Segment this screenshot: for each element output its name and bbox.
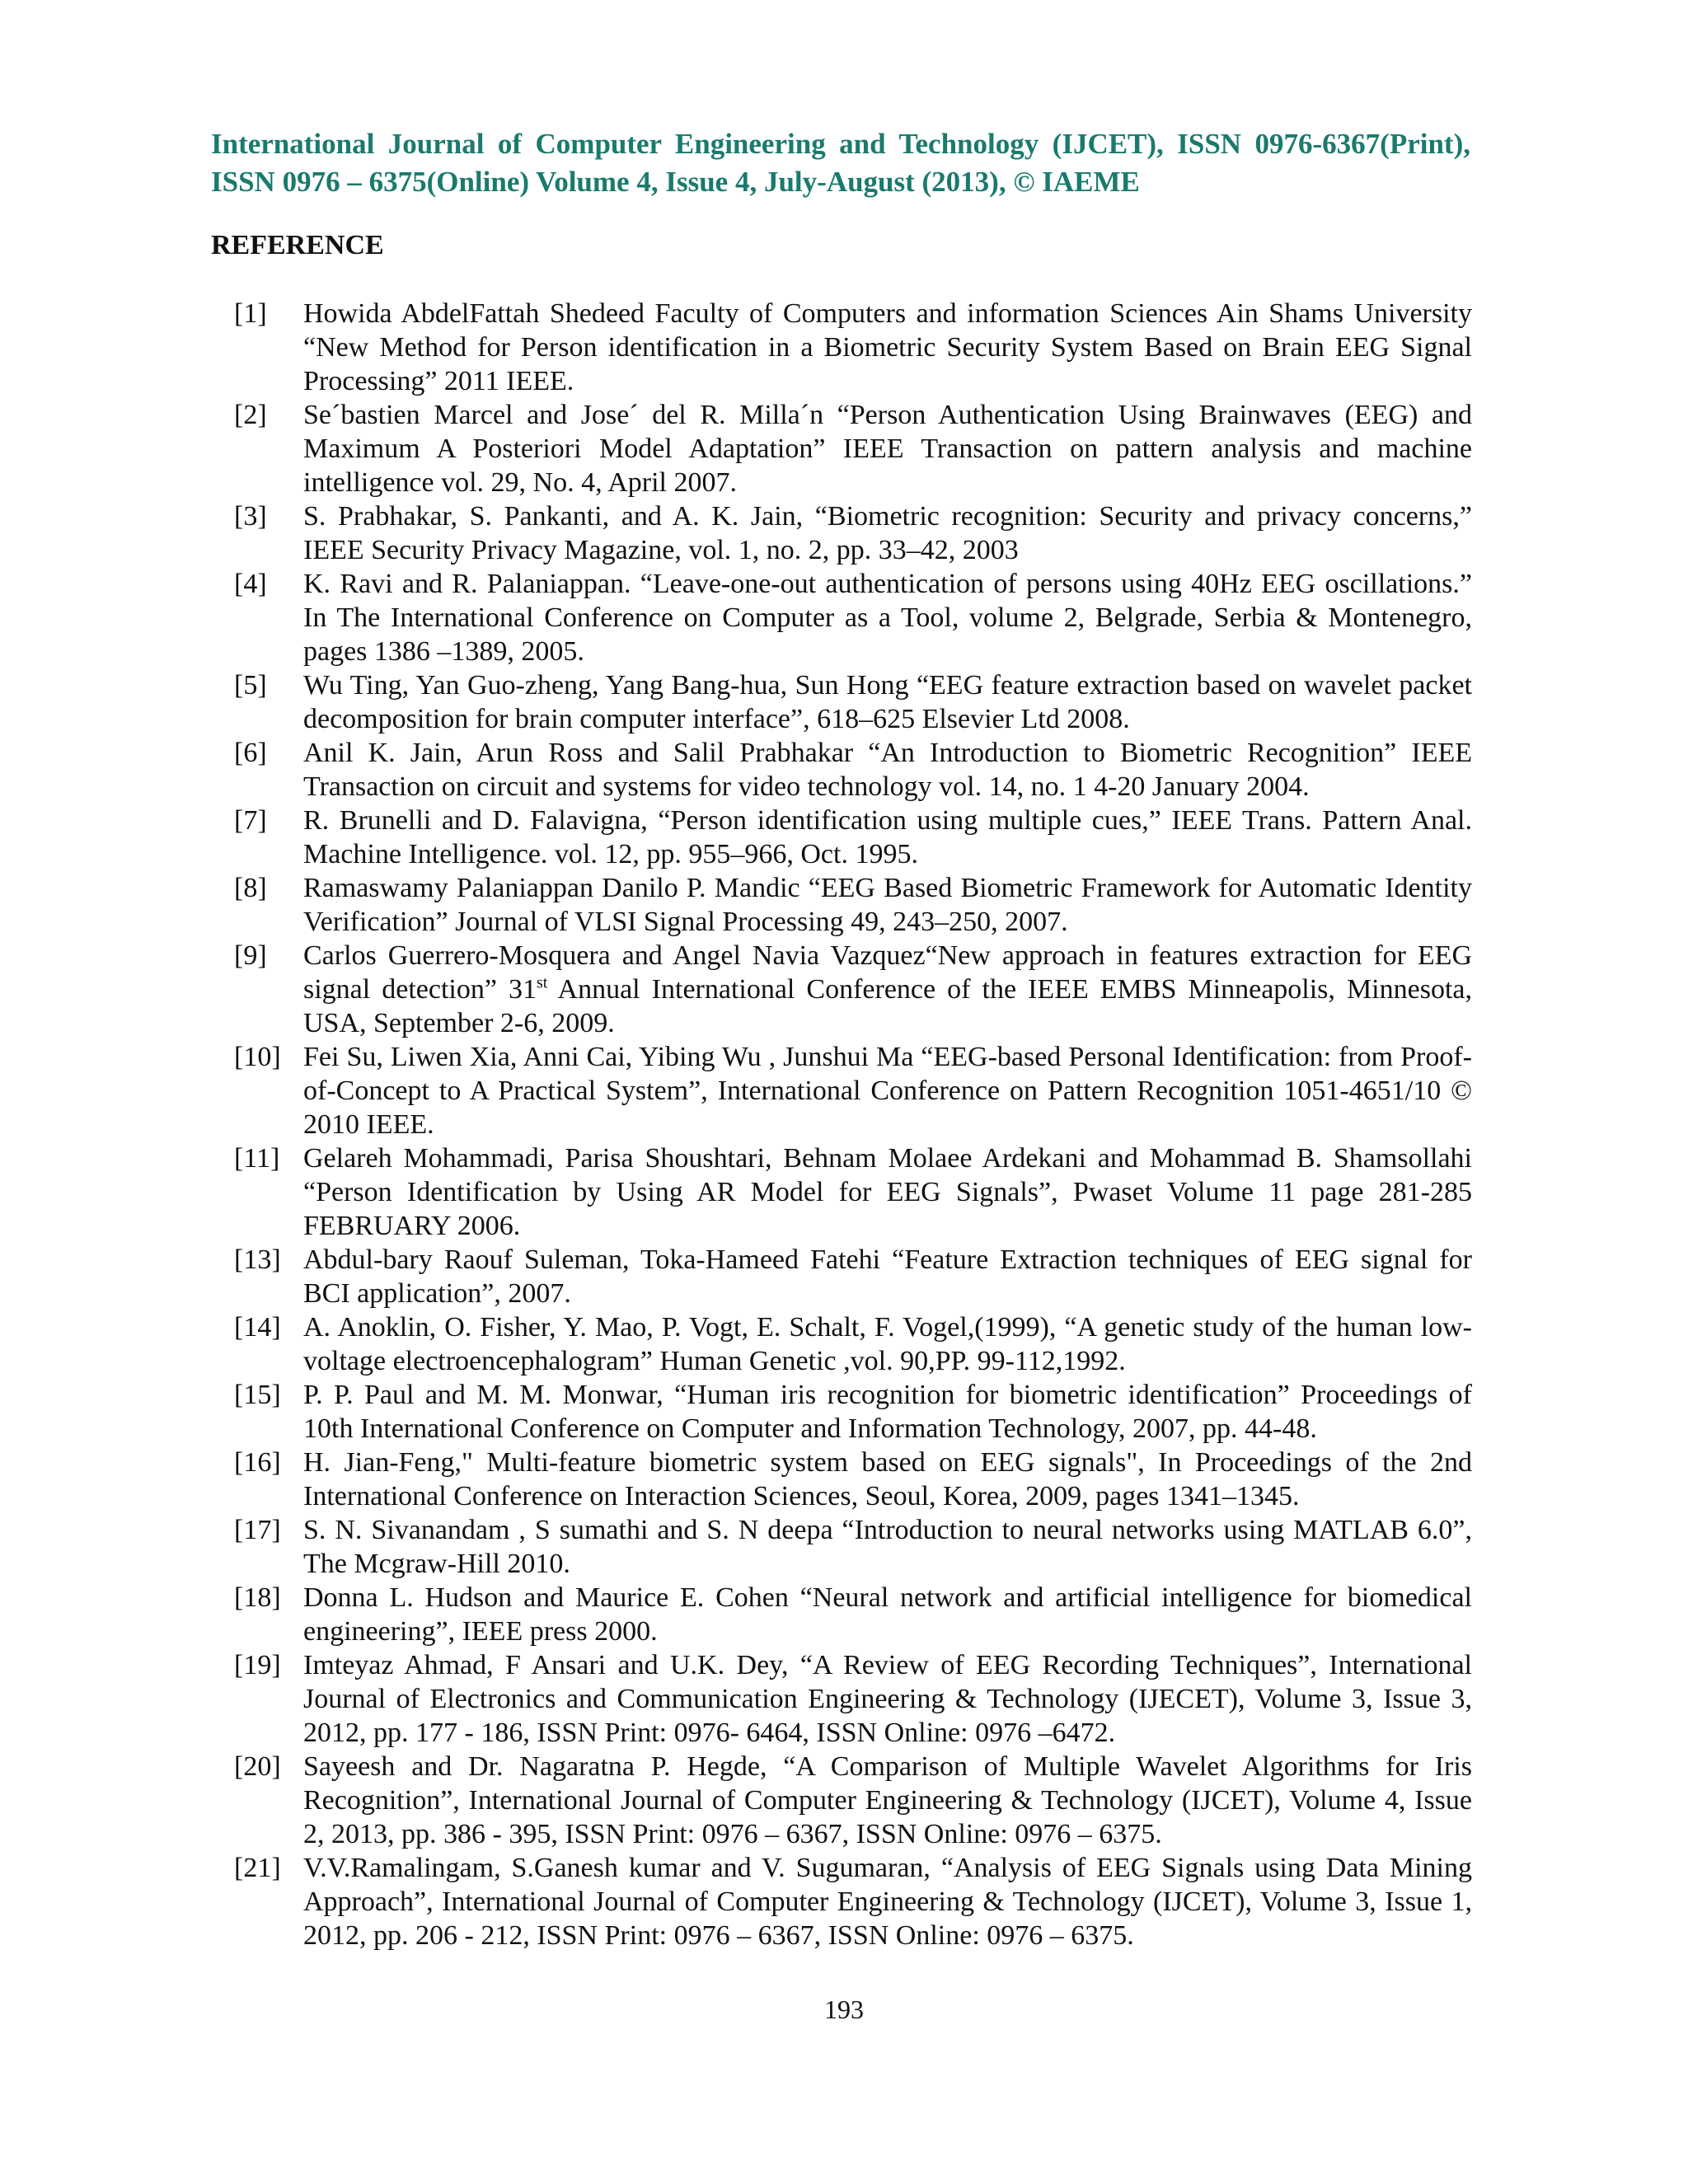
reference-text-main: K. Ravi and R. Palaniappan. “Leave-one-out authentication of persons using 40Hz EEG oscillations.” In The International Conference on Computer as a Tool, volume 2, Belgrade, Serbia & Montenegro, pages 1386 –1389, 2005. xyxy=(303,569,1472,667)
reference-text xyxy=(303,1447,1472,1511)
reference-item xyxy=(211,1141,1472,1243)
reference-number: [1] xyxy=(234,298,267,329)
reference-text xyxy=(303,1515,1472,1579)
reference-text xyxy=(303,1042,1472,1140)
reference-list xyxy=(211,297,1472,1952)
reference-item xyxy=(211,939,1472,1040)
reference-text-main: R. Brunelli and D. Falavigna, “Person identification using multiple cues,” IEEE Trans. Pattern Anal. Machine Intelligence. vol. 12, pp. 955–966, Oct. 1995. xyxy=(303,805,1472,869)
reference-superscript: st xyxy=(537,973,548,992)
reference-item xyxy=(211,871,1472,939)
reference-text-main: Se´bastien Marcel and Jose´ del R. Milla´n “Person Authentication Using Brainwaves (EEG) and Maximum A Posteriori Model Adaptation” IEEE Transaction on pattern analysis and machine intelligence vol. 29, No. 4, April 2007. xyxy=(303,400,1472,498)
reference-item xyxy=(211,1648,1472,1750)
reference-item xyxy=(211,1040,1472,1141)
reference-number: [13] xyxy=(234,1244,281,1275)
reference-text-main: A. Anoklin, O. Fisher, Y. Mao, P. Vogt, E. Schalt, F. Vogel,(1999), “A genetic study of the human low-voltage electroencephalogram” Human Genetic ,vol. 90,PP. 99-112,1992. xyxy=(303,1312,1472,1376)
reference-text-main: Donna L. Hudson and Maurice E. Cohen “Neural network and artificial intelligence for biomedical engineering”, IEEE press 2000. xyxy=(303,1582,1472,1647)
reference-text xyxy=(303,738,1472,802)
reference-text xyxy=(303,805,1472,869)
reference-number: [18] xyxy=(234,1582,281,1613)
reference-item xyxy=(211,499,1472,567)
reference-number: [4] xyxy=(234,569,267,599)
reference-text-main: Howida AbdelFattah Shedeed Faculty of Computers and information Sciences Ain Shams University “New Method for Person identification in a Biometric Security System Based on Brain EEG Signal Processing” 2011 IEEE. xyxy=(303,298,1472,396)
reference-number: [15] xyxy=(234,1380,281,1410)
reference-text-main: H. Jian-Feng," Multi-feature biometric system based on EEG signals", In Proceedings of the 2nd International Conference on Interaction Sciences, Seoul, Korea, 2009, pages 1341–1345. xyxy=(303,1447,1472,1511)
reference-number: [17] xyxy=(234,1515,281,1545)
reference-item xyxy=(211,1378,1472,1446)
reference-text-main: Sayeesh and Dr. Nagaratna P. Hegde, “A Comparison of Multiple Wavelet Algorithms for Iris Recognition”, International Journal of Computer Engineering & Technology (IJCET), Volume 4, Issue 2, 2013, pp. 386 - 395, ISSN Print: 0976 – 6367, ISSN Online: 0976 – 6375. xyxy=(303,1751,1472,1849)
reference-number: [14] xyxy=(234,1312,281,1343)
reference-text-main: P. P. Paul and M. M. Monwar, “Human iris recognition for biometric identification” Proceedings of 10th International Conference on Computer and Information Technology, 2007, pp. 44-48. xyxy=(303,1380,1472,1444)
page-number: 193 xyxy=(824,1994,864,2024)
section-title: REFERENCE xyxy=(211,230,384,260)
reference-number: [16] xyxy=(234,1447,281,1478)
reference-text-main: Wu Ting, Yan Guo-zheng, Yang Bang-hua, Sun Hong “EEG feature extraction based on wavelet packet decomposition for brain computer interface”, 618–625 Elsevier Ltd 2008. xyxy=(303,670,1472,734)
reference-number: [5] xyxy=(234,670,267,701)
reference-text xyxy=(303,569,1472,667)
reference-text xyxy=(303,1312,1472,1376)
reference-text-main: S. Prabhakar, S. Pankanti, and A. K. Jain, “Biometric recognition: Security and privacy concerns,” IEEE Security Privacy Magazine, vol. 1, no. 2, pp. 33–42, 2003 xyxy=(303,501,1472,565)
reference-text-main: Carlos Guerrero-Mosquera and Angel Navia Vazquez“New approach in features extraction for EEG signal detection” 31 xyxy=(303,940,1472,1005)
reference-text xyxy=(303,670,1472,734)
reference-text-continued: Annual International Conference of the IEEE EMBS Minneapolis, Minnesota, USA, September 2-6, 2009. xyxy=(303,974,1472,1038)
reference-item xyxy=(211,668,1472,736)
reference-item xyxy=(211,1243,1472,1310)
reference-text-main: S. N. Sivanandam , S sumathi and S. N deepa “Introduction to neural networks using MATLAB 6.0”, The Mcgraw-Hill 2010. xyxy=(303,1515,1472,1579)
reference-text-main: Gelareh Mohammadi, Parisa Shoushtari, Behnam Molaee Ardekani and Mohammad B. Shamsollahi “Person Identification by Using AR Model for EEG Signals”, Pwaset Volume 11 page 281-285 FEBRUARY 2006. xyxy=(303,1143,1472,1241)
reference-number: [20] xyxy=(234,1751,281,1782)
reference-number: [21] xyxy=(234,1853,281,1883)
reference-text xyxy=(303,298,1472,396)
reference-number: [19] xyxy=(234,1650,281,1680)
reference-number: [6] xyxy=(234,738,267,768)
reference-text xyxy=(303,1650,1472,1748)
reference-item xyxy=(211,1513,1472,1581)
reference-number: [7] xyxy=(234,805,267,836)
reference-text xyxy=(303,1244,1472,1309)
reference-text-main: Imteyaz Ahmad, F Ansari and U.K. Dey, “A Review of EEG Recording Techniques”, International Journal of Electronics and Communication Engineering & Technology (IJECET), Volume 3, Issue 3, 2012, pp. 177 - 186, ISSN Print: 0976- 6464, ISSN Online: 0976 –6472. xyxy=(303,1650,1472,1748)
reference-item xyxy=(211,398,1472,499)
reference-item xyxy=(211,297,1472,398)
reference-item xyxy=(211,736,1472,804)
reference-text xyxy=(303,1143,1472,1241)
reference-number: [2] xyxy=(234,400,267,430)
reference-text-main: Ramaswamy Palaniappan Danilo P. Mandic “EEG Based Biometric Framework for Automatic Identity Verification” Journal of VLSI Signal Processing 49, 243–250, 2007. xyxy=(303,873,1472,937)
reference-text xyxy=(303,873,1472,937)
reference-text-main: Fei Su, Liwen Xia, Anni Cai, Yibing Wu , Junshui Ma “EEG-based Personal Identification: from Proof-of-Concept to A Practical System”, International Conference on Pattern Recognition 1051-4651/10 © 2010 IEEE. xyxy=(303,1042,1472,1140)
reference-item xyxy=(211,1446,1472,1513)
reference-text-main: Anil K. Jain, Arun Ross and Salil Prabhakar “An Introduction to Biometric Recognition” IEEE Transaction on circuit and systems for video technology vol. 14, no. 1 4-20 January 2004. xyxy=(303,738,1472,802)
reference-item xyxy=(211,1851,1472,1952)
reference-number: [10] xyxy=(234,1042,281,1072)
reference-item xyxy=(211,1310,1472,1378)
reference-item xyxy=(211,1581,1472,1648)
reference-number: [11] xyxy=(234,1143,280,1174)
reference-text xyxy=(303,400,1472,498)
reference-item xyxy=(211,567,1472,668)
reference-number: [9] xyxy=(234,940,267,971)
reference-text xyxy=(303,1853,1472,1951)
reference-number: [3] xyxy=(234,501,267,532)
reference-text xyxy=(303,1582,1472,1647)
reference-text-main: V.V.Ramalingam, S.Ganesh kumar and V. Sugumaran, “Analysis of EEG Signals using Data Mining Approach”, International Journal of Computer Engineering & Technology (IJCET), Volume 3, Issue 1, 2012, pp. 206 - 212, ISSN Print: 0976 – 6367, ISSN Online: 0976 – 6375. xyxy=(303,1853,1472,1951)
reference-item xyxy=(211,1750,1472,1851)
reference-text xyxy=(303,501,1472,565)
reference-text xyxy=(303,1380,1472,1444)
reference-text-main: Abdul-bary Raouf Suleman, Toka-Hameed Fatehi “Feature Extraction techniques of EEG signal for BCI application”, 2007. xyxy=(303,1244,1472,1309)
reference-item xyxy=(211,804,1472,871)
journal-header: International Journal of Computer Engineering and Technology (IJCET), ISSN 0976-6367(Print), ISSN 0976 – 6375(Online) Volume 4, Issue 4, July-August (2013), © IAEME xyxy=(211,128,1470,198)
reference-text xyxy=(303,940,1472,1038)
reference-text xyxy=(303,1751,1472,1849)
reference-number: [8] xyxy=(234,873,267,903)
